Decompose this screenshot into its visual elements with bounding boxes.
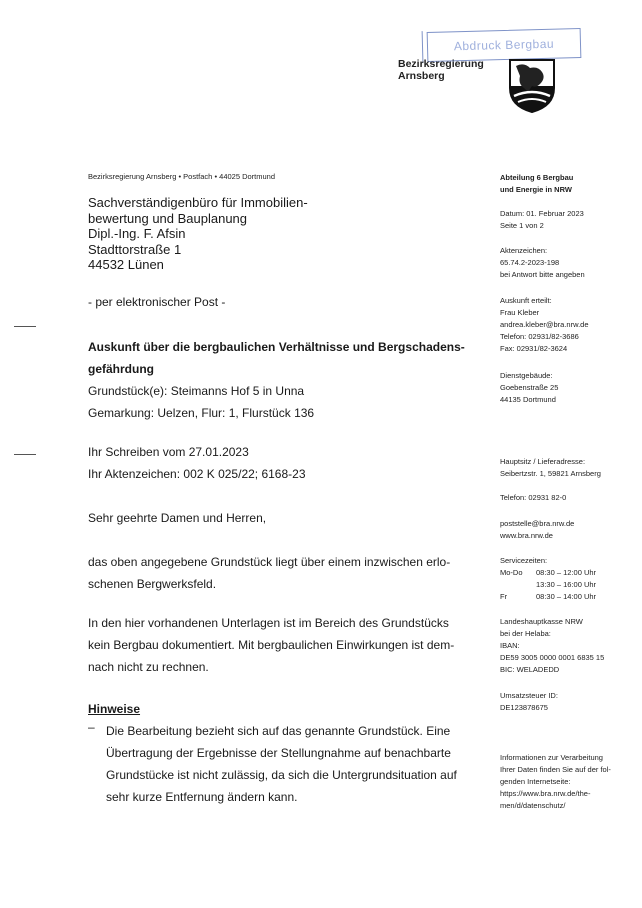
subject-title-line2: gefährdung (88, 362, 154, 376)
salutation: Sehr geehrte Damen und Herren, (88, 511, 267, 525)
reference-block (88, 441, 468, 485)
privacy-line: genden Internetseite: (500, 777, 571, 786)
org-line2: Arnsberg (398, 70, 445, 82)
sidebar-privacy (500, 752, 630, 812)
department-line1: Abteilung 6 Bergbau (500, 173, 574, 182)
building-label: Dienstgebäude: (500, 371, 553, 380)
fold-mark (14, 326, 36, 327)
building-city: 44135 Dortmund (500, 395, 556, 404)
delivery-note: - per elektronischer Post - (88, 295, 226, 309)
paragraph-line: schenen Bergwerksfeld. (88, 577, 217, 591)
iban-value: DE59 3005 0000 0001 6835 15 (500, 653, 605, 662)
recipient-address (88, 195, 308, 273)
subject-title-line1: Auskunft über die bergbaulichen Verhältnisse und Bergschadens- (88, 340, 465, 354)
organization-name (398, 58, 484, 82)
privacy-line: Ihrer Daten finden Sie auf der fol- (500, 765, 611, 774)
website: www.bra.nrw.de (500, 531, 553, 540)
sidebar-hours (500, 555, 630, 603)
sidebar-phone (500, 492, 630, 504)
notes-block (88, 698, 473, 808)
privacy-link[interactable]: men/d/datenschutz/ (500, 801, 566, 810)
reference-file: Ihr Aktenzeichen: 002 K 025/22; 6168-23 (88, 467, 306, 481)
department-line2: und Energie in NRW (500, 185, 572, 194)
hours-row (500, 579, 630, 591)
reference-letter: Ihr Schreiben vom 27.01.2023 (88, 445, 249, 459)
subject-plot: Grundstück(e): Steimanns Hof 5 in Unna (88, 384, 305, 398)
notes-line: Grundstücke ist nicht zulässig, da sich die Untergrundsituation auf (106, 768, 457, 782)
hours-day: Mo-Do (500, 568, 523, 577)
hours-label: Servicezeiten: (500, 556, 548, 565)
building-street: Goebenstraße 25 (500, 383, 559, 392)
paragraph-1 (88, 551, 468, 595)
sidebar-building (500, 370, 630, 406)
sidebar-web (500, 518, 630, 542)
address-line: bewertung und Bauplanung (88, 210, 248, 226)
paragraph-line: kein Bergbau dokumentiert. Mit bergbaulichen Einwirkungen ist dem- (88, 638, 455, 652)
letter-date: Datum: 01. Februar 2023 (500, 209, 584, 218)
org-line1: Bezirksregierung (398, 58, 484, 70)
sidebar-contact (500, 295, 630, 355)
notes-heading: Hinweise (88, 702, 141, 716)
bank-line1: Landeshauptkasse NRW (500, 617, 583, 626)
hours-day (500, 579, 536, 591)
file-number-value: 65.74.2-2023-198 (500, 258, 560, 267)
list-dash: – (88, 720, 95, 734)
contact-name: Frau Kleber (500, 308, 540, 317)
address-line: Dipl.-Ing. F. Afsin (88, 226, 186, 241)
paragraph-line: das oben angegebene Grundstück liegt über einem inzwischen erlo- (88, 555, 451, 569)
privacy-link[interactable]: https://www.bra.nrw.de/the- (500, 789, 591, 798)
contact-label: Auskunft erteilt: (500, 296, 552, 305)
fold-mark (14, 454, 36, 455)
sidebar-date (500, 208, 630, 232)
received-stamp (427, 28, 582, 62)
paragraph-2 (88, 612, 468, 678)
sidebar-vat (500, 690, 630, 714)
hq-address: Seibertzstr. 1, 59821 Arnsberg (500, 469, 601, 478)
hours-row (500, 591, 630, 603)
hq-phone: Telefon: 02931 82-0 (500, 493, 567, 502)
file-number-note: bei Antwort bitte angeben (500, 270, 585, 279)
hours-time: 13:30 – 16:00 Uhr (536, 580, 597, 589)
address-line: Stadttorstraße 1 (88, 241, 182, 257)
paragraph-line: nach nicht zu rechnen. (88, 660, 209, 674)
page-number: Seite 1 von 2 (500, 221, 544, 230)
sidebar-bank (500, 616, 630, 676)
bic-value: BIC: WELADEDD (500, 665, 560, 674)
bank-line2: bei der Helaba: (500, 629, 551, 638)
office-email: poststelle@bra.nrw.de (500, 519, 575, 528)
subject-district: Gemarkung: Uelzen, Flur: 1, Flurstück 136 (88, 406, 315, 420)
vat-label: Umsatzsteuer ID: (500, 691, 558, 700)
notes-list-item (88, 720, 473, 808)
iban-label: IBAN: (500, 641, 520, 650)
sender-line: Bezirksregierung Arnsberg • Postfach • 44025 Dortmund (88, 172, 276, 181)
hq-label: Hauptsitz / Lieferadresse: (500, 457, 586, 466)
sidebar-department (500, 172, 630, 196)
sidebar-file-number (500, 245, 630, 281)
notes-line: Übertragung der Ergebnisse der Stellungnahme auf benachbarte (106, 746, 451, 760)
subject-block (88, 336, 473, 424)
notes-line: sehr kurze Entfernung ändern kann. (106, 790, 298, 804)
paragraph-line: In den hier vorhandenen Unterlagen ist im Bereich des Grundstücks (88, 616, 449, 630)
privacy-line: Informationen zur Verarbeitung (500, 753, 603, 762)
hours-row (500, 567, 630, 579)
hours-day: Fr (500, 592, 508, 601)
notes-line: Die Bearbeitung bezieht sich auf das genannte Grundstück. Eine (106, 724, 451, 738)
contact-fax: Fax: 02931/82-3624 (500, 344, 568, 353)
sidebar-headquarters (500, 456, 630, 480)
hours-time: 08:30 – 14:00 Uhr (536, 592, 597, 601)
hours-time: 08:30 – 12:00 Uhr (536, 568, 597, 577)
address-line: Sachverständigenbüro für Immobilien- (88, 195, 308, 210)
address-line: 44532 Lünen (88, 257, 164, 272)
stamp-text: Abdruck Bergbau (453, 36, 555, 54)
vat-value: DE123878675 (500, 703, 548, 712)
contact-phone: Telefon: 02931/82-3686 (500, 332, 579, 341)
file-number-label: Aktenzeichen: (500, 246, 548, 255)
contact-email: andrea.kleber@bra.nrw.de (500, 320, 589, 329)
coat-of-arms-icon (508, 58, 556, 114)
